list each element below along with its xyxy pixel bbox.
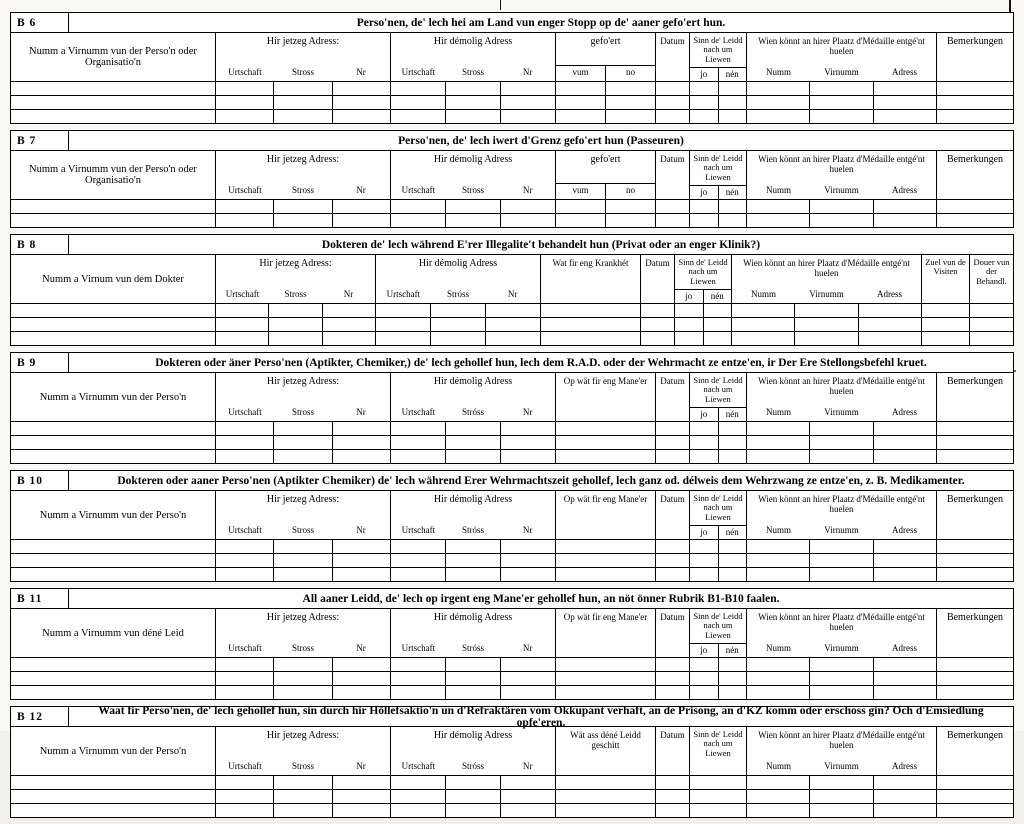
column-current-address-title: Hir jetzeg Adress:	[259, 258, 332, 269]
sub-urtschaft: Urtschaft	[386, 289, 421, 299]
sub-no: no	[606, 183, 655, 199]
sub-stross: Stróss	[462, 643, 485, 653]
sub-adress: Adress	[892, 185, 917, 195]
column-name: Numm a Virnumm vun der Perso'n	[11, 727, 216, 775]
column-remarks-title: Bemerkungen	[946, 494, 1004, 505]
column-visit-count-title: Zuel vun de Visiten	[925, 257, 966, 277]
section-b12-header	[11, 704, 1013, 729]
column-medal-recipient-title: Wien könnt an hirer Plaatz d'Médaille entgé'nt huelen	[758, 36, 925, 57]
section-b8-header	[11, 235, 1013, 255]
column-remarks	[937, 33, 1013, 81]
section-b8-columns	[11, 255, 1013, 303]
column-current-address-title: Hir jetzeg Adress:	[266, 36, 340, 47]
sub-nr: Nr	[507, 289, 518, 299]
sub-nen: nén	[719, 67, 747, 81]
table-row[interactable]	[11, 686, 1013, 699]
column-alive	[690, 609, 747, 657]
section-b11-columns	[11, 609, 1013, 657]
sub-virnumm: Virnumm	[824, 761, 859, 771]
column-medal-recipient	[747, 151, 937, 199]
section-b10-rows	[11, 539, 1013, 581]
column-datum-title: Datum	[660, 494, 685, 504]
column-datum	[656, 491, 690, 539]
table-row[interactable]	[11, 672, 1013, 686]
form-sheet	[10, 12, 1014, 824]
sub-nr: Nr	[356, 67, 366, 77]
column-doctor-name: Numm a Virnum vun dem Dokter	[11, 255, 216, 303]
section-b11-code: B 11	[11, 589, 69, 608]
sub-urtschaft: Urtschaft	[401, 407, 436, 417]
column-datum-title: Datum	[660, 612, 685, 622]
column-datum-title: Datum	[660, 36, 685, 46]
sub-urtschaft: Urtschaft	[228, 67, 262, 77]
column-visit-count	[922, 255, 970, 303]
sub-nr: Nr	[522, 761, 533, 771]
column-treatment-duration-title: Douer vun der Behandl.	[973, 257, 1010, 286]
section-b8-code: B 8	[11, 235, 69, 254]
column-transported-title: gefo'ert	[590, 154, 621, 165]
column-illness	[541, 255, 641, 303]
section-b9	[10, 352, 1014, 464]
table-row[interactable]	[11, 200, 1013, 214]
section-b10	[10, 470, 1014, 582]
column-current-address-title: Hir jetzeg Adress:	[266, 376, 340, 387]
column-former-address-title: Hir démolig Adress	[433, 494, 513, 505]
table-row[interactable]	[11, 540, 1013, 554]
column-manner-title: Op wät fir eng Mane'er	[563, 376, 648, 386]
column-datum-title: Datum	[660, 376, 685, 386]
column-alive-title: Sinn de' Leidd nach um Liewen	[693, 729, 743, 758]
sub-virnumm: Virnumm	[824, 67, 859, 77]
section-b7-rows	[11, 199, 1013, 227]
sub-nr: Nr	[522, 643, 533, 653]
section-b8	[10, 234, 1014, 346]
sub-adress: Adress	[892, 525, 917, 535]
section-b6-columns	[11, 33, 1013, 81]
section-b10-header	[11, 471, 1013, 491]
column-alive-title: Sinn de' Leidd nach um Liewen	[678, 257, 728, 286]
column-remarks-title: Bemerkungen	[946, 36, 1004, 47]
sub-urtschaft: Urtschaft	[228, 185, 262, 195]
column-medal-recipient	[747, 491, 937, 539]
sub-numm: Numm	[765, 761, 791, 771]
sub-nen: nén	[719, 643, 747, 657]
sub-nr: Nr	[522, 525, 533, 535]
sub-stross: Stross	[462, 185, 485, 195]
sub-urtschaft: Urtschaft	[228, 761, 262, 771]
sub-jo: jo	[675, 289, 704, 303]
column-medal-recipient-title: Wien könnt an hirer Plaatz d'Médaille entgé'nt huelen	[758, 730, 925, 751]
section-b11-header	[11, 589, 1013, 609]
sub-nr: Nr	[356, 643, 366, 653]
column-former-address-title: Hir démolig Adress	[433, 376, 513, 387]
scan-speck	[1014, 370, 1016, 372]
sub-urtschaft: Urtschaft	[401, 185, 436, 195]
sub-stross: Stross	[291, 525, 314, 535]
table-row[interactable]	[11, 776, 1013, 790]
column-medal-recipient-title: Wien könnt an hirer Plaatz d'Médaille entgé'nt huelen	[758, 612, 925, 633]
column-datum	[656, 727, 690, 775]
column-current-address	[216, 609, 391, 657]
sub-stross: Stross	[462, 67, 485, 77]
sub-jo: jo	[690, 525, 719, 539]
sub-vum: vum	[556, 183, 606, 199]
section-b11-rows	[11, 657, 1013, 699]
column-medal-recipient-title: Wien könnt an hirer Plaatz d'Médaille entgé'nt huelen	[758, 154, 925, 175]
column-former-address	[391, 609, 556, 657]
sub-nen: nén	[719, 185, 747, 199]
column-what-happened-title: Wät ass déné Leidd geschitt	[570, 730, 641, 751]
sub-jo: jo	[690, 643, 719, 657]
sub-virnumm: Virnumm	[824, 525, 859, 535]
sub-adress: Adress	[877, 289, 902, 299]
column-remarks	[937, 609, 1013, 657]
section-b6-code: B 6	[11, 13, 69, 32]
sub-stross: Stross	[291, 407, 314, 417]
column-datum-title: Datum	[660, 730, 685, 740]
sub-nr: Nr	[343, 289, 354, 299]
section-b9-rows	[11, 421, 1013, 463]
table-row[interactable]	[11, 554, 1013, 568]
column-alive	[690, 491, 747, 539]
section-b10-columns	[11, 491, 1013, 539]
column-treatment-duration	[970, 255, 1013, 303]
column-alive	[690, 151, 747, 199]
column-alive-title: Sinn de' Leidd nach um Liewen	[693, 35, 743, 64]
sub-numm: Numm	[765, 643, 791, 653]
sub-adress: Adress	[892, 643, 917, 653]
sub-no: no	[606, 65, 655, 81]
scan-tick-mid	[500, 0, 501, 10]
table-row[interactable]	[11, 568, 1013, 581]
sub-nr: Nr	[522, 407, 533, 417]
table-row[interactable]	[11, 332, 1013, 345]
table-row[interactable]	[11, 82, 1013, 96]
section-b12-columns	[11, 727, 1013, 775]
column-datum	[641, 255, 675, 303]
column-name: Numm a Virnumm vun der Perso'n oder Organisatio'n	[11, 151, 216, 199]
column-medal-recipient-title: Wien könnt an hirer Plaatz d'Médaille entgé'nt huelen	[758, 376, 925, 397]
sub-stross: Stross	[291, 761, 314, 771]
sub-urtschaft: Urtschaft	[401, 67, 436, 77]
column-manner-title: Op wät fir eng Mane'er	[563, 494, 648, 504]
sub-nen: nén	[719, 407, 747, 421]
sub-nen: nén	[719, 525, 747, 539]
column-remarks-title: Bemerkungen	[946, 154, 1004, 165]
column-alive	[690, 33, 747, 81]
column-datum-title: Datum	[645, 258, 670, 268]
table-row[interactable]	[11, 658, 1013, 672]
column-alive-title: Sinn de' Leidd nach um Liewen	[693, 375, 743, 404]
sub-stross: Stróss	[462, 407, 485, 417]
column-manner	[556, 491, 656, 539]
column-current-address	[216, 151, 391, 199]
section-b9-columns	[11, 373, 1013, 421]
sub-virnumm: Virnumm	[809, 289, 844, 299]
table-row[interactable]	[11, 436, 1013, 450]
column-transported-title: gefo'ert	[590, 36, 621, 47]
column-current-address	[216, 727, 391, 775]
column-current-address	[216, 491, 391, 539]
sub-urtschaft: Urtschaft	[225, 289, 260, 299]
section-b10-code: B 10	[11, 471, 69, 490]
section-b9-title: Dokteren oder äner Perso'nen (Aptikter, Chemiker,) de' lech gehollef hun, lech dem R.A.D. oder der Wehrmacht ze entze'en, ir Der Ere Stellongsbefehl kruet.	[155, 356, 927, 369]
column-manner	[556, 373, 656, 421]
sub-urtschaft: Urtschaft	[401, 525, 436, 535]
section-b12-title: Waat fir Perso'nen, de' lech gehollef hun, sin durch hir Höllefsaktio'n un d'Refraktären vom Okkupant verhaft, an de Prisong, an d'KZ komm oder erschoss gin? Och d'Emsiedlung opfe'eren.	[98, 704, 984, 729]
column-manner	[556, 609, 656, 657]
sub-urtschaft: Urtschaft	[228, 407, 262, 417]
sub-nr: Nr	[522, 185, 533, 195]
sub-stross: Stróss	[447, 289, 470, 299]
column-medal-recipient	[747, 609, 937, 657]
column-former-address-title: Hir démolig Adress	[418, 258, 498, 269]
section-b7-title: Perso'nen, de' lech iwert d'Grenz gefo'ert hun (Passeuren)	[398, 134, 684, 147]
column-current-address-title: Hir jetzeg Adress:	[266, 612, 340, 623]
column-medal-recipient	[747, 373, 937, 421]
column-remarks	[937, 727, 1013, 775]
column-former-address	[391, 151, 556, 199]
sub-stross: Stross	[291, 67, 314, 77]
column-alive	[690, 727, 747, 775]
column-transported	[556, 33, 656, 81]
section-b9-header	[11, 353, 1013, 373]
sub-numm: Numm	[765, 525, 791, 535]
column-transported	[556, 151, 656, 199]
sub-nen: nén	[704, 289, 732, 303]
section-b7	[10, 130, 1014, 228]
column-remarks-title: Bemerkungen	[946, 730, 1004, 741]
table-row[interactable]	[11, 318, 1013, 332]
sub-adress: Adress	[892, 761, 917, 771]
table-row[interactable]	[11, 304, 1013, 318]
column-datum	[656, 609, 690, 657]
column-alive-title: Sinn de' Leidd nach um Liewen	[693, 493, 743, 522]
sub-stross: Stross	[291, 185, 314, 195]
column-medal-recipient-title: Wien könnt an hirer Plaatz d'Médaille entgé'nt huelen	[743, 258, 910, 279]
column-remarks	[937, 151, 1013, 199]
section-b8-rows	[11, 303, 1013, 345]
column-medal-recipient-title: Wien könnt an hirer Plaatz d'Médaille entgé'nt huelen	[758, 494, 925, 515]
column-former-address	[376, 255, 541, 303]
section-b12-code: B 12	[11, 707, 69, 726]
column-name: Numm a Virnumm vun der Perso'n	[11, 373, 216, 421]
column-what-happened	[556, 727, 656, 775]
sub-numm: Numm	[765, 67, 791, 77]
column-name: Numm a Virnumm vun der Perso'n oder Organisatio'n	[11, 33, 216, 81]
sub-jo: jo	[690, 407, 719, 421]
sub-urtschaft: Urtschaft	[228, 643, 262, 653]
sub-virnumm: Virnumm	[824, 407, 859, 417]
sub-jo: jo	[690, 67, 719, 81]
sub-stross: Stróss	[462, 525, 485, 535]
sub-nr: Nr	[356, 407, 366, 417]
column-current-address-title: Hir jetzeg Adress:	[266, 154, 340, 165]
section-b9-code: B 9	[11, 353, 69, 372]
section-b11	[10, 588, 1014, 700]
column-datum	[656, 373, 690, 421]
sub-urtschaft: Urtschaft	[228, 525, 262, 535]
column-remarks	[937, 373, 1013, 421]
section-b6-rows	[11, 81, 1013, 123]
column-name: Numm a Virnumm vun déné Leid	[11, 609, 216, 657]
table-row[interactable]	[11, 804, 1013, 817]
sub-adress: Adress	[892, 67, 917, 77]
column-remarks-title: Bemerkungen	[946, 612, 1004, 623]
sub-stross: Stross	[291, 643, 314, 653]
section-b11-title: All aaner Leidd, de' lech op irgent eng Mane'er gehollef hun, an nöt önner Rubrik B1-B10 faalen.	[302, 592, 780, 605]
column-illness-title: Wat fir eng Krankhét	[552, 258, 629, 268]
column-medal-recipient	[747, 33, 937, 81]
column-former-address	[391, 491, 556, 539]
sub-nr: Nr	[356, 525, 366, 535]
column-former-address-title: Hir démolig Adress	[433, 730, 513, 741]
column-current-address	[216, 255, 376, 303]
column-former-address-title: Hir démolig Adress	[433, 612, 513, 623]
column-alive	[675, 255, 732, 303]
sub-numm: Numm	[750, 289, 776, 299]
column-name: Numm a Virnumm vun der Perso'n	[11, 491, 216, 539]
column-current-address	[216, 373, 391, 421]
sub-vum: vum	[556, 65, 606, 81]
sub-adress: Adress	[892, 407, 917, 417]
sub-nr: Nr	[356, 761, 366, 771]
sub-stross: Stross	[284, 289, 307, 299]
column-datum	[656, 151, 690, 199]
table-row[interactable]	[11, 450, 1013, 463]
table-row[interactable]	[11, 96, 1013, 110]
column-former-address	[391, 33, 556, 81]
sub-numm: Numm	[765, 185, 791, 195]
column-datum-title: Datum	[660, 154, 685, 164]
column-alive-title: Sinn de' Leidd nach um Liewen	[693, 153, 743, 182]
sub-numm: Numm	[765, 407, 791, 417]
section-b7-code: B 7	[11, 131, 69, 150]
table-row[interactable]	[11, 214, 1013, 227]
sub-stross: Stróss	[462, 761, 485, 771]
section-b12-rows	[11, 775, 1013, 817]
table-row[interactable]	[11, 422, 1013, 436]
sub-urtschaft: Urtschaft	[401, 643, 436, 653]
sub-jo: jo	[690, 185, 719, 199]
column-former-address-title: Hir démolig Adress	[433, 154, 513, 165]
column-alive-title: Sinn de' Leidd nach um Liewen	[693, 611, 743, 640]
column-remarks-title: Bemerkungen	[946, 376, 1004, 387]
section-b7-columns	[11, 151, 1013, 199]
section-b6-header	[11, 13, 1013, 33]
sub-nr: Nr	[522, 67, 533, 77]
column-current-address	[216, 33, 391, 81]
column-former-address	[391, 373, 556, 421]
section-b12	[10, 706, 1014, 818]
column-former-address	[391, 727, 556, 775]
column-remarks	[937, 491, 1013, 539]
section-b6-title: Perso'nen, de' lech hei am Land vun enger Stopp op de' aaner gefo'ert hun.	[356, 16, 726, 29]
column-current-address-title: Hir jetzeg Adress:	[266, 730, 340, 741]
sub-virnumm: Virnumm	[824, 643, 859, 653]
column-medal-recipient	[747, 727, 937, 775]
sub-virnumm: Virnumm	[824, 185, 859, 195]
section-b8-title: Dokteren de' lech während E'rer Illegalite't behandelt hun (Privat oder an enger Klinik?)	[321, 238, 761, 251]
column-medal-recipient	[732, 255, 922, 303]
sub-urtschaft: Urtschaft	[401, 761, 436, 771]
section-b10-title: Dokteren oder aaner Perso'nen (Aptikter Chemiker) de' lech während Erer Wehrmachtszeit gehollef, lech ganz od. délweis dem Wehrzwang ze entze'en, z. B. Medikamenter.	[117, 474, 965, 487]
column-manner-title: Op wät fir eng Mane'er	[563, 612, 648, 622]
column-current-address-title: Hir jetzeg Adress:	[266, 494, 340, 505]
column-datum	[656, 33, 690, 81]
table-row[interactable]	[11, 110, 1013, 123]
table-row[interactable]	[11, 790, 1013, 804]
sub-nr: Nr	[356, 185, 366, 195]
column-former-address-title: Hir démolig Adress	[433, 36, 513, 47]
column-alive	[690, 373, 747, 421]
section-b7-header	[11, 131, 1013, 151]
section-b6	[10, 12, 1014, 124]
